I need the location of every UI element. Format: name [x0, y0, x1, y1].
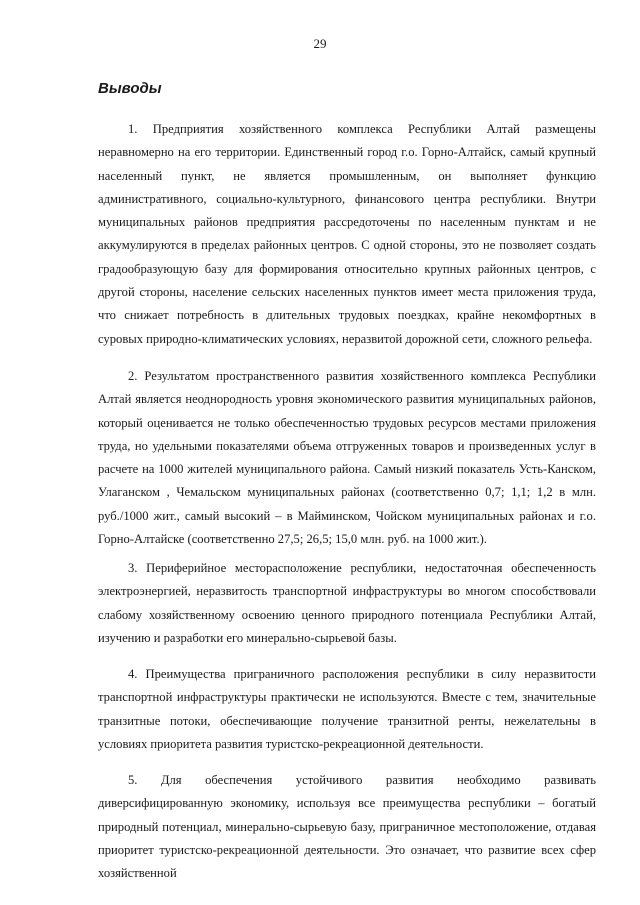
- paragraph-2: 2. Результатом пространственного развития хозяйственного комплекса Республики Алтай является неоднородность уровня экономического развития муниципальных районов, который оценивается не только обеспеченностью трудовых ресурсов местами приложения труда, но удельными показателями объема отгруженных товаров и произведенных услуг в расчете на 1000 жителей муниципального района. Самый низкий показатель Усть-Канском, Улаганском , Чемальском муниципальных районах (соответственно 0,7; 1,1; 1,2 в млн. руб./1000 жит., самый высокий – в Майминском, Чойском муниципальных районах и г.о. Горно-Алтайске (соответственно 27,5; 26,5; 15,0 млн. руб. на 1000 жит.).: [98, 369, 596, 547]
- section-heading: Выводы: [98, 80, 162, 97]
- page-number: 29: [313, 36, 327, 51]
- paragraph-1: 1. Предприятия хозяйственного комплекса Республики Алтай размещены неравномерно на его территории. Единственный город г.о. Горно-Алтайск, самый крупный населенный пункт, не является промышленным, он выполняет функцию административного, социально-культурного, финансового центра республики. Внутри муниципальных районов предприятия рассредоточены по населенным пунктам и не аккумулируются в пределах районных центров. С одной стороны, это не позволяет создать градообразующую базу для формирования относительно крупных районных центров, с другой стороны, население сельских населенных пунктов имеет места приложения труда, что снижает потребность в длительных трудовых поездках, крайне некомфортных в суровых природно-климатических условиях, неразвитой дорожной сети, сложного рельефа.: [98, 122, 596, 346]
- paragraph-4: 4. Преимущества приграничного расположения республики в силу неразвитости транспортной инфраструктуры практически не используются. Вместе с тем, значительные транзитные потоки, обеспечивающие получение транзитной ренты, нежелательны в условиях приоритета развития туристско-рекреационной деятельности.: [98, 667, 596, 751]
- paragraph-3: 3. Периферийное месторасположение республики, недостаточная обеспеченность электроэнергией, неразвитость транспортной инфраструктуры во многом способствовали слабому хозяйственному освоению ценного природного потенциала Республики Алтай, изучению и разработки его минерально-сырьевой базы.: [98, 561, 596, 645]
- paragraph-5: 5. Для обеспечения устойчивого развития необходимо развивать диверсифицированную экономику, используя все преимущества республики – богатый природный потенциал, минерально-сырьевую базу, приграничное местоположение, отдавая приоритет туристско-рекреационной деятельности. Это означает, что развитие всех сфер хозяйственной: [98, 773, 596, 881]
